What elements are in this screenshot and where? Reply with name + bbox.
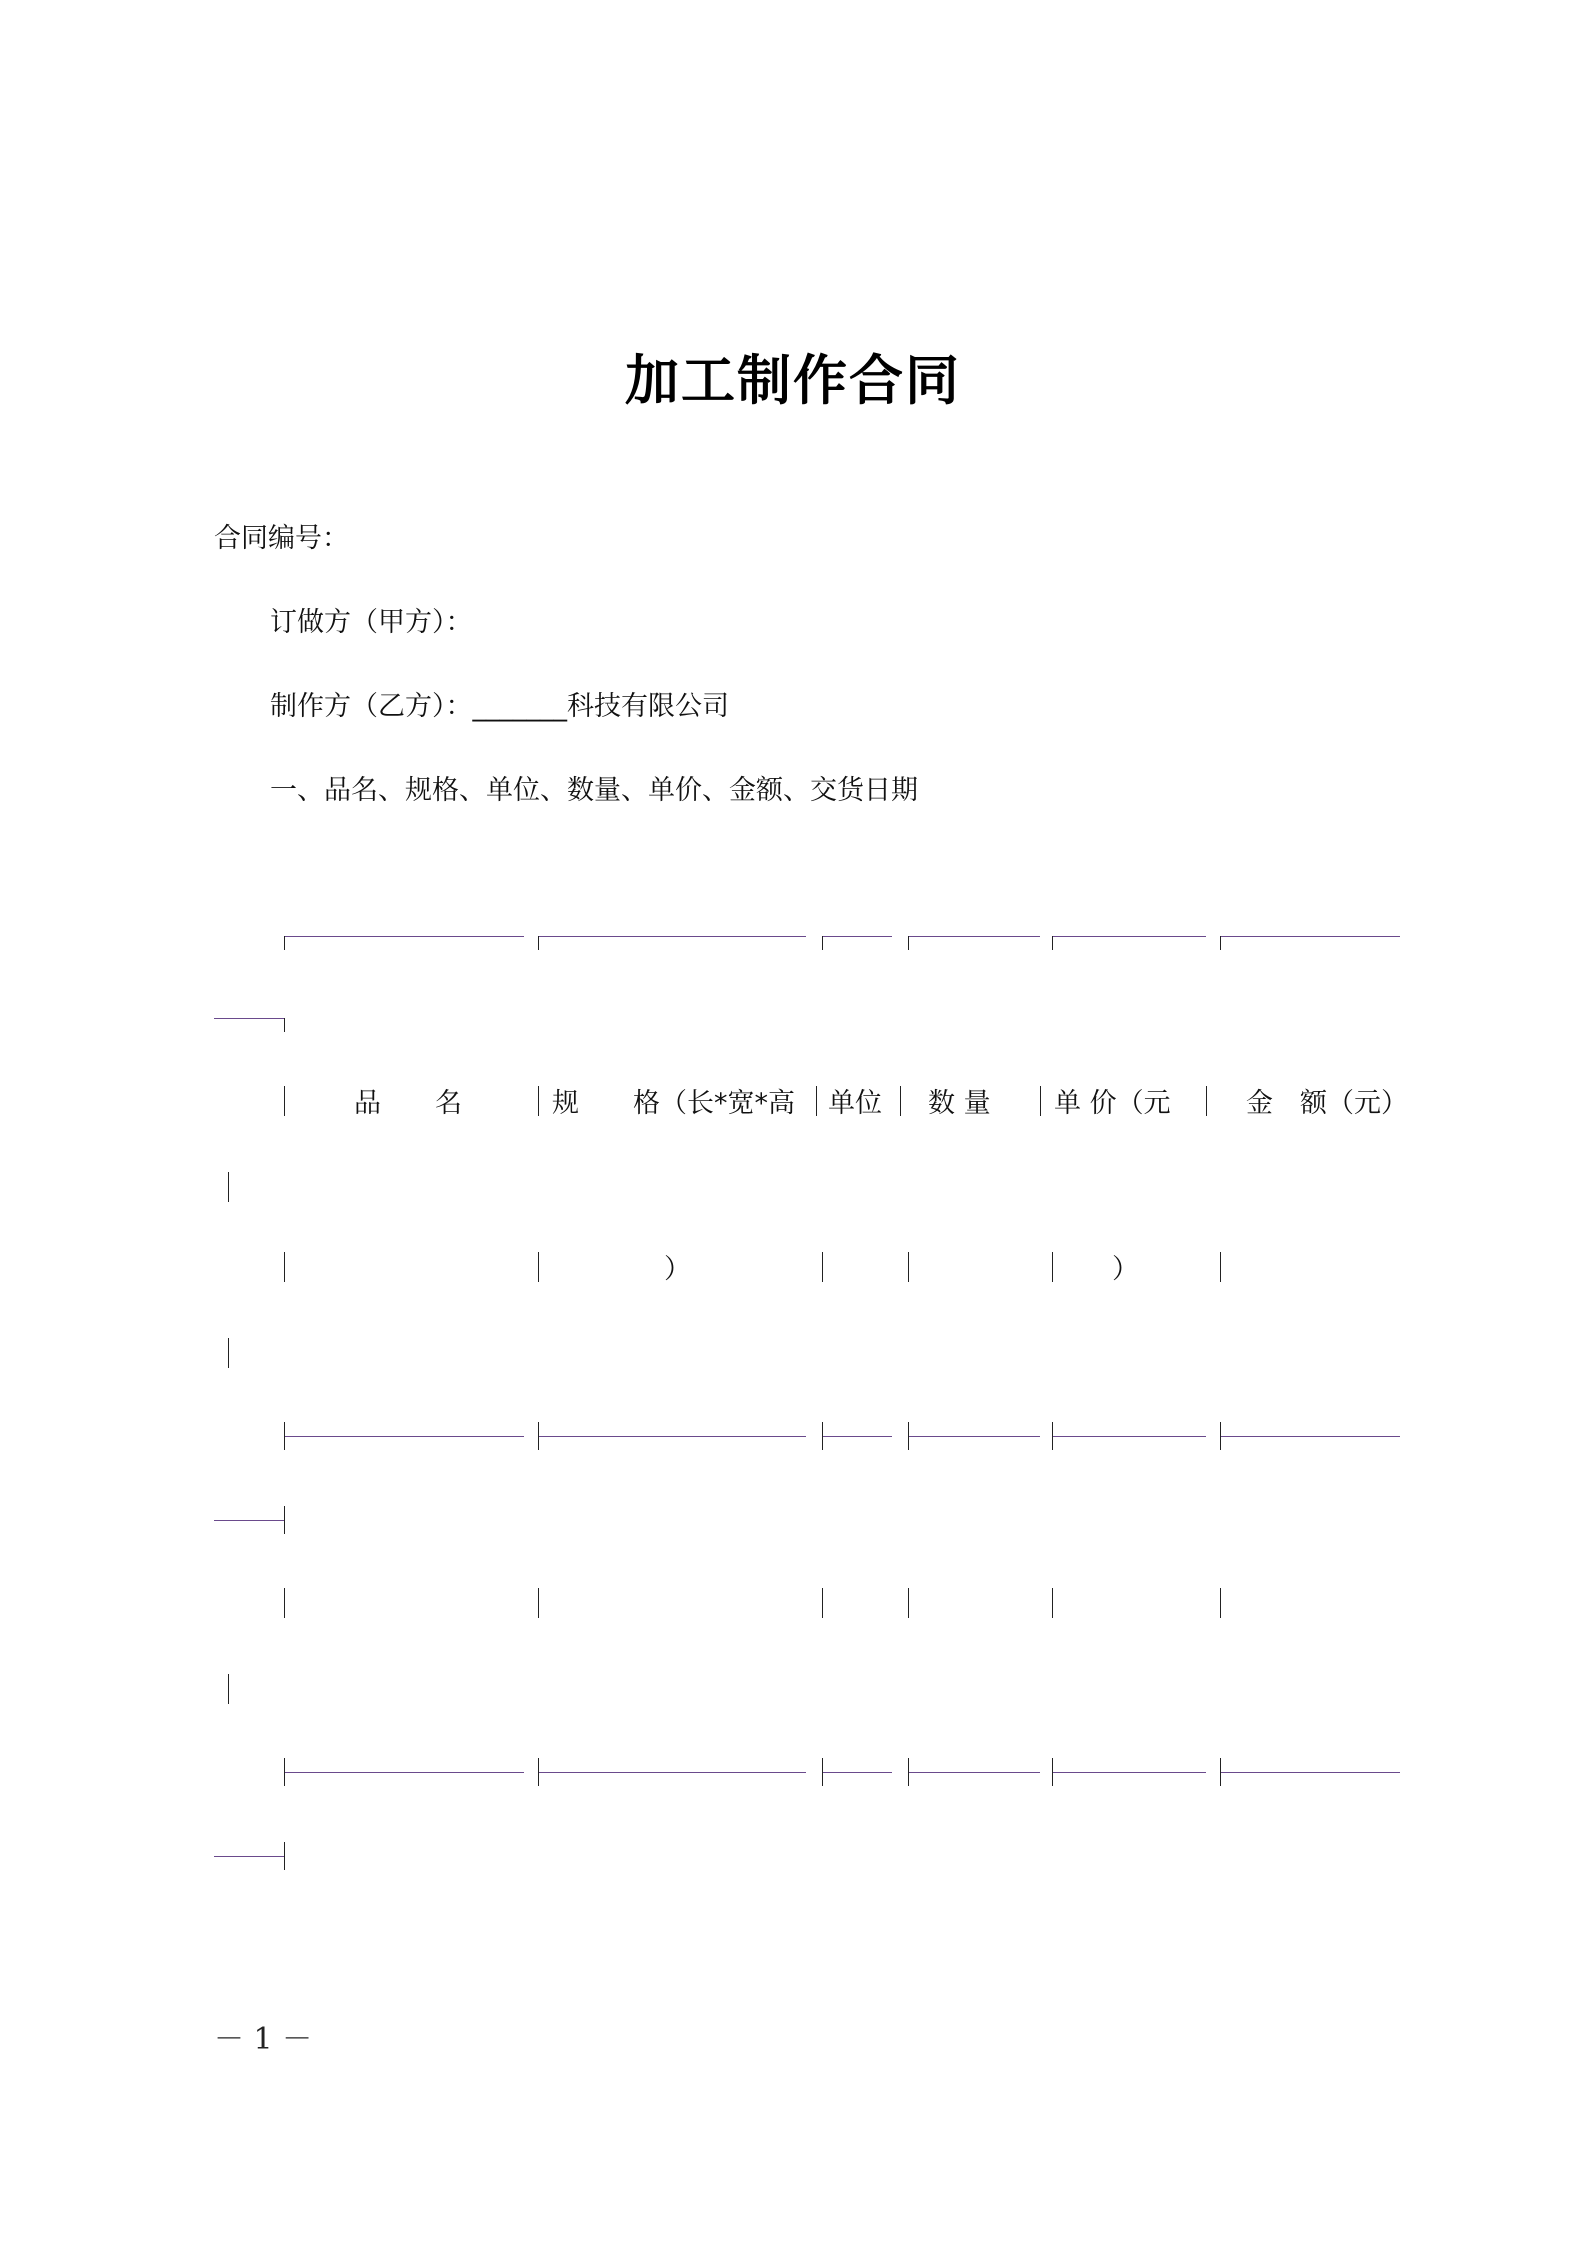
table-cross bbox=[908, 1758, 909, 1786]
table-col-border bbox=[822, 1588, 823, 1618]
table-top-tick bbox=[538, 936, 539, 950]
table-top-tick bbox=[1220, 936, 1221, 950]
table-col-border bbox=[538, 1252, 539, 1282]
table-top-border-seg bbox=[1052, 936, 1206, 937]
table-row-separator bbox=[1220, 1436, 1400, 1437]
table-cross bbox=[1220, 1758, 1221, 1786]
table-cross bbox=[822, 1422, 823, 1450]
table-row-separator bbox=[538, 1772, 806, 1773]
table-row-separator bbox=[822, 1772, 892, 1773]
table-row-separator-wrap bbox=[214, 1520, 284, 1521]
table-top-border-seg bbox=[1220, 936, 1400, 937]
document-title: 加工制作合同 bbox=[625, 349, 961, 412]
header-unit-price: 单 价（元 bbox=[1054, 1088, 1171, 1119]
table-top-tick bbox=[822, 936, 823, 950]
table-col-border bbox=[284, 1252, 285, 1282]
table-col-border bbox=[908, 1252, 909, 1282]
header-unit: 单位 bbox=[828, 1088, 882, 1119]
table-cross bbox=[822, 1758, 823, 1786]
header-spec: 规 格（长*宽*高 bbox=[552, 1088, 795, 1119]
table-col-border bbox=[1040, 1086, 1041, 1116]
table-top-border-seg bbox=[538, 936, 806, 937]
table-cross bbox=[908, 1422, 909, 1450]
table-wrap-border bbox=[228, 1674, 229, 1704]
table-cross bbox=[1052, 1422, 1053, 1450]
table-row-separator-wrap-end bbox=[284, 1506, 285, 1534]
table-col-border bbox=[284, 1588, 285, 1618]
table-col-border bbox=[538, 1086, 539, 1116]
table-row-separator-wrap bbox=[214, 1856, 284, 1857]
header-product-name: 品 名 bbox=[354, 1088, 462, 1119]
table-top-border-wrap bbox=[214, 1018, 284, 1019]
table-top-tick bbox=[908, 936, 909, 950]
table-col-border bbox=[822, 1252, 823, 1282]
header-quantity: 数 量 bbox=[928, 1088, 991, 1119]
section-1-heading: 一、品名、规格、单位、数量、单价、金额、交货日期 bbox=[270, 775, 918, 806]
table-row-separator bbox=[1052, 1436, 1206, 1437]
table-cross bbox=[284, 1422, 285, 1450]
header-unit-price-close: ） bbox=[1112, 1254, 1139, 1285]
table-col-border bbox=[1052, 1252, 1053, 1282]
table-row-separator bbox=[1052, 1772, 1206, 1773]
table-top-tick bbox=[1052, 936, 1053, 950]
table-row-separator bbox=[1220, 1772, 1400, 1773]
table-cross bbox=[538, 1422, 539, 1450]
table-col-border bbox=[1220, 1252, 1221, 1282]
header-spec-close: ） bbox=[664, 1254, 691, 1285]
table-row-separator bbox=[908, 1436, 1040, 1437]
table-col-border bbox=[1206, 1086, 1207, 1116]
contract-number-label: 合同编号： bbox=[214, 523, 349, 554]
table-col-border bbox=[1220, 1588, 1221, 1618]
table-cross bbox=[538, 1758, 539, 1786]
table-row-separator-wrap-end bbox=[284, 1842, 285, 1870]
table-top-border-seg bbox=[822, 936, 892, 937]
party-b-line: 制作方（乙方）：_______科技有限公司 bbox=[270, 691, 729, 722]
table-cross bbox=[1052, 1758, 1053, 1786]
table-col-border bbox=[900, 1086, 901, 1116]
table-top-border-wrap-corner bbox=[284, 1018, 285, 1032]
table-row-separator bbox=[822, 1436, 892, 1437]
table-col-border bbox=[1052, 1588, 1053, 1618]
table-cross bbox=[284, 1758, 285, 1786]
table-col-border bbox=[538, 1588, 539, 1618]
table-top-corner-tick bbox=[284, 936, 285, 950]
table-top-border-seg bbox=[284, 936, 524, 937]
table-col-border bbox=[908, 1588, 909, 1618]
header-amount: 金 额（元） bbox=[1246, 1088, 1408, 1119]
page-number: － 1 － bbox=[214, 2022, 313, 2057]
table-cross bbox=[1220, 1422, 1221, 1450]
table-row-separator bbox=[908, 1772, 1040, 1773]
table-col-border bbox=[816, 1086, 817, 1116]
table-col-border bbox=[284, 1086, 285, 1116]
table-row-separator bbox=[538, 1436, 806, 1437]
table-row-separator bbox=[284, 1436, 524, 1437]
table-row-separator bbox=[284, 1772, 524, 1773]
party-a-label: 订做方（甲方）： bbox=[270, 607, 473, 638]
table-wrap-border bbox=[228, 1172, 229, 1202]
table-wrap-border bbox=[228, 1338, 229, 1368]
table-top-border-seg bbox=[908, 936, 1040, 937]
